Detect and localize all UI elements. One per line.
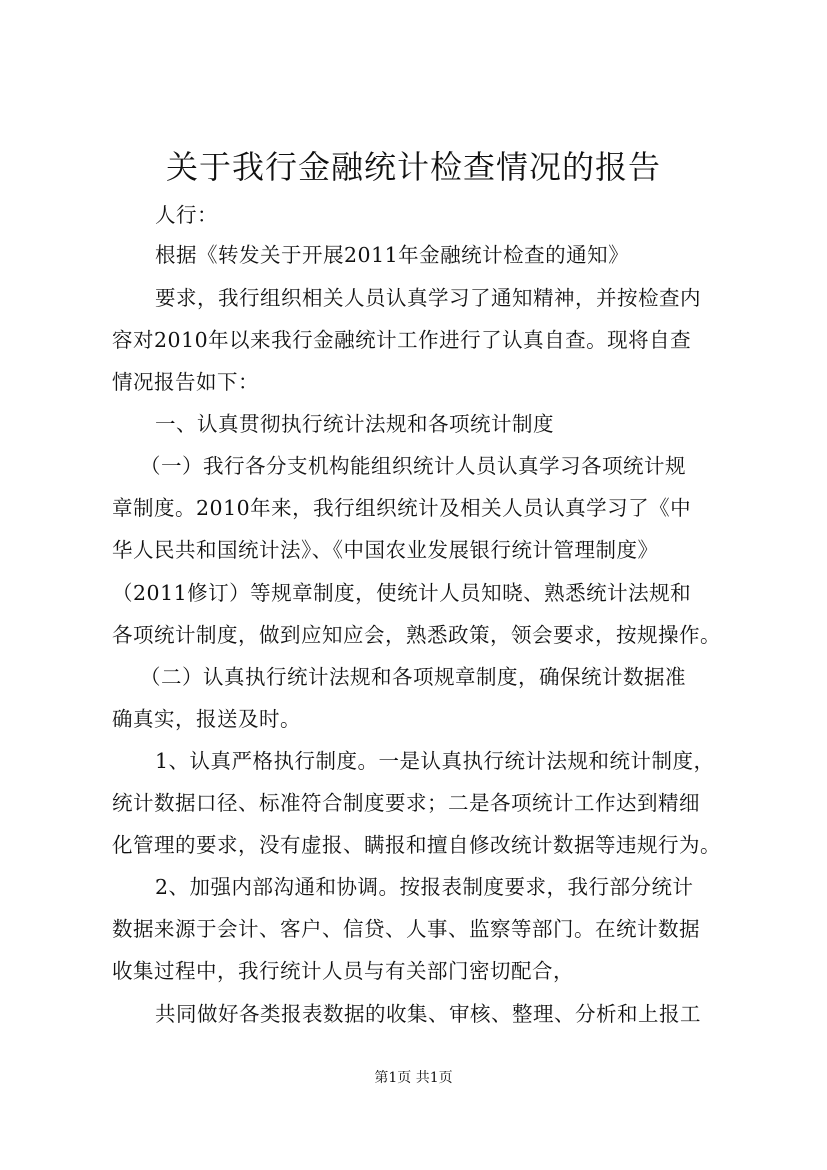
- body-line-salutation: 人行：: [155, 203, 218, 227]
- body-line: 共同做好各类报表数据的收集、审核、整理、分析和上报工: [155, 1002, 701, 1026]
- body-line: 华人民共和国统计法》、《中国农业发展银行统计管理制度》: [112, 538, 659, 562]
- body-line: 要求，我行组织相关人员认真学习了通知精神，并按检查内: [155, 286, 701, 310]
- body-line: （二）认真执行统计法规和各项规章制度，确保统计数据准: [140, 665, 686, 689]
- body-line: （2011修订）等规章制度，使统计人员知晓、熟悉统计法规和: [112, 581, 692, 605]
- body-line: 确真实，报送及时。: [112, 707, 301, 731]
- section-heading: 一、认真贯彻执行统计法规和各项统计制度: [155, 412, 554, 436]
- body-line: 情况报告如下：: [112, 370, 259, 394]
- document-title: 关于我行金融统计检查情况的报告: [165, 148, 661, 186]
- body-line: 收集过程中，我行统计人员与有关部门密切配合，: [112, 959, 574, 983]
- body-line: 根据《转发关于开展2011年金融统计检查的通知》: [155, 243, 630, 267]
- body-line: 各项统计制度，做到应知应会，熟悉政策，领会要求，按规操作。: [112, 623, 721, 647]
- body-line: 1、认真严格执行制度。一是认真执行统计法规和统计制度，: [155, 749, 715, 773]
- body-line: 统计数据口径、标准符合制度要求；二是各项统计工作达到精细: [112, 791, 700, 815]
- body-line: 化管理的要求，没有虚报、瞒报和擅自修改统计数据等违规行为。: [112, 833, 721, 857]
- page-footer: 第1页 共1页: [374, 1070, 453, 1086]
- body-line: 章制度。2010年来，我行组织统计及相关人员认真学习了《中: [112, 496, 692, 520]
- body-line: 数据来源于会计、客户、信贷、人事、监察等部门。在统计数据: [112, 917, 700, 941]
- body-line: 容对2010年以来我行金融统计工作进行了认真自查。现将自查: [112, 328, 692, 352]
- body-line: 2、加强内部沟通和协调。按报表制度要求，我行部分统计: [155, 875, 694, 899]
- body-line: （一）我行各分支机构能组织统计人员认真学习各项统计规: [140, 454, 686, 478]
